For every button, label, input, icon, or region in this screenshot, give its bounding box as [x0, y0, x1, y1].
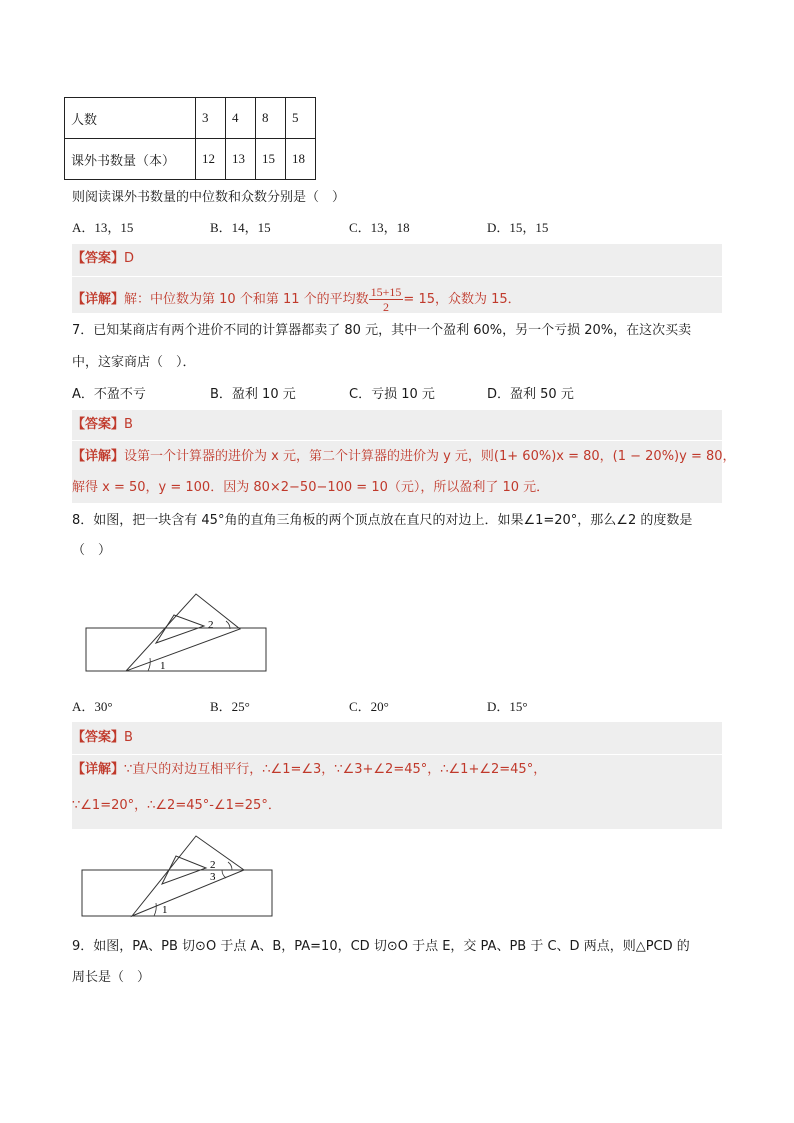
q9-question-line1: 9．如图，PA、PB 切⊙O 于点 A、B，PA=10，CD 切⊙O 于点 E，交 PA、PB 于 C、D 两点，则△PCD 的 [72, 939, 690, 954]
detail-text: ∵直尺的对边互相平行，∴∠1=∠3，∵∠3+∠2=45°，∴∠1+∠2=45°， [124, 762, 547, 777]
q6-question: 则阅读课外书数量的中位数和众数分别是（ ） [72, 190, 346, 205]
q8-question-line2: （ ） [72, 543, 112, 558]
q6-option-b: B．14，15 [210, 220, 271, 235]
q6-option-a: A．13，15 [72, 220, 134, 235]
answer-value: D [124, 251, 135, 266]
triangle-outer-shape [126, 594, 240, 671]
q7-answer [72, 416, 133, 434]
row-label-books: 课外书数量（本） [65, 139, 196, 180]
q8-option-b: B．25° [210, 699, 250, 714]
table-row [65, 98, 316, 139]
ruler-shape [86, 628, 266, 671]
answer-tag: 【答案】 [72, 251, 125, 266]
angle-arc [222, 870, 226, 878]
table-row [65, 139, 316, 180]
q8-option-d: D．15° [487, 699, 528, 714]
q6-detail [72, 285, 521, 314]
fraction-numerator: 15+15 [370, 285, 402, 299]
angle-arc [154, 903, 156, 916]
q7-option-b: B．盈利 10 元 [210, 387, 296, 402]
answer-band [72, 244, 722, 276]
angle-arc [228, 862, 232, 870]
angle-label-1: 1 [162, 904, 168, 916]
angle-label-3: 3 [210, 871, 216, 883]
q7-question-line2: 中，这家商店（ ）． [72, 355, 196, 370]
data-table [64, 97, 316, 180]
table-cell: 3 [196, 98, 226, 139]
table-cell: 13 [226, 139, 256, 180]
ruler-shape [82, 870, 272, 916]
detail-text: 设第一个计算器的进价为 x 元，第二个计算器的进价为 y 元，则(1+ 60%)x = 80，(1 − 20%)y = 80， [124, 449, 736, 464]
detail-text: 解：中位数为第 10 个和第 11 个的平均数 [124, 292, 369, 307]
q7-option-a: A．不盈不亏 [72, 387, 146, 402]
q6-answer [72, 250, 134, 268]
table-cell: 15 [256, 139, 286, 180]
q8-detail-line2: ∵∠1=20°，∴∠2=45°-∠1=25°． [72, 798, 281, 813]
q8-answer [72, 729, 133, 747]
q9-question-line2: 周长是（ ） [72, 970, 151, 985]
triangle-outer-shape [132, 836, 244, 916]
table-cell: 12 [196, 139, 226, 180]
detail-tag: 【详解】 [72, 449, 125, 464]
q8-option-a: A．30° [72, 699, 113, 714]
angle-label-1: 1 [160, 660, 166, 672]
q8-question-line1: 8．如图，把一块含有 45°角的直角三角板的两个顶点放在直尺的对边上．如果∠1=20°，那么∠2 的度数是 [72, 513, 693, 528]
detail-tag: 【详解】 [72, 292, 125, 307]
answer-band [72, 410, 722, 440]
angle-label-2: 2 [208, 619, 214, 631]
triangle-inner-shape [156, 615, 204, 643]
angle-label-2: 2 [210, 859, 216, 871]
answer-figure [76, 832, 282, 928]
detail-tag: 【详解】 [72, 762, 125, 777]
q7-option-d: D．盈利 50 元 [487, 387, 574, 402]
answer-tag: 【答案】 [72, 417, 125, 432]
q8-detail-line1 [72, 761, 546, 779]
q6-option-c: C．13，18 [349, 220, 410, 235]
fraction-denominator: 2 [383, 300, 390, 314]
detail-text: = 15，众数为 15． [403, 292, 521, 307]
answer-value: B [124, 417, 133, 432]
q7-question-line1: 7．已知某商店有两个进价不同的计算器都卖了 80 元，其中一个盈利 60%，另一个亏损 20%，在这次买卖 [72, 323, 692, 338]
table-cell: 8 [256, 98, 286, 139]
answer-value: B [124, 730, 133, 745]
q7-detail-line1 [72, 448, 736, 466]
answer-band [72, 722, 722, 754]
ruler-triangle-figure [80, 588, 280, 678]
q7-option-c: C．亏损 10 元 [349, 387, 435, 402]
q6-option-d: D．15，15 [487, 220, 549, 235]
row-label-people: 人数 [65, 98, 196, 139]
q8-option-c: C．20° [349, 699, 389, 714]
table-cell: 4 [226, 98, 256, 139]
table-cell: 5 [286, 98, 316, 139]
answer-tag: 【答案】 [72, 730, 125, 745]
angle-arc [148, 658, 150, 671]
fraction [369, 285, 404, 314]
table-cell: 18 [286, 139, 316, 180]
q7-detail-line2: 解得 x = 50，y = 100．因为 80×2−50−100 = 10（元），所以盈利了 10 元． [72, 480, 550, 495]
